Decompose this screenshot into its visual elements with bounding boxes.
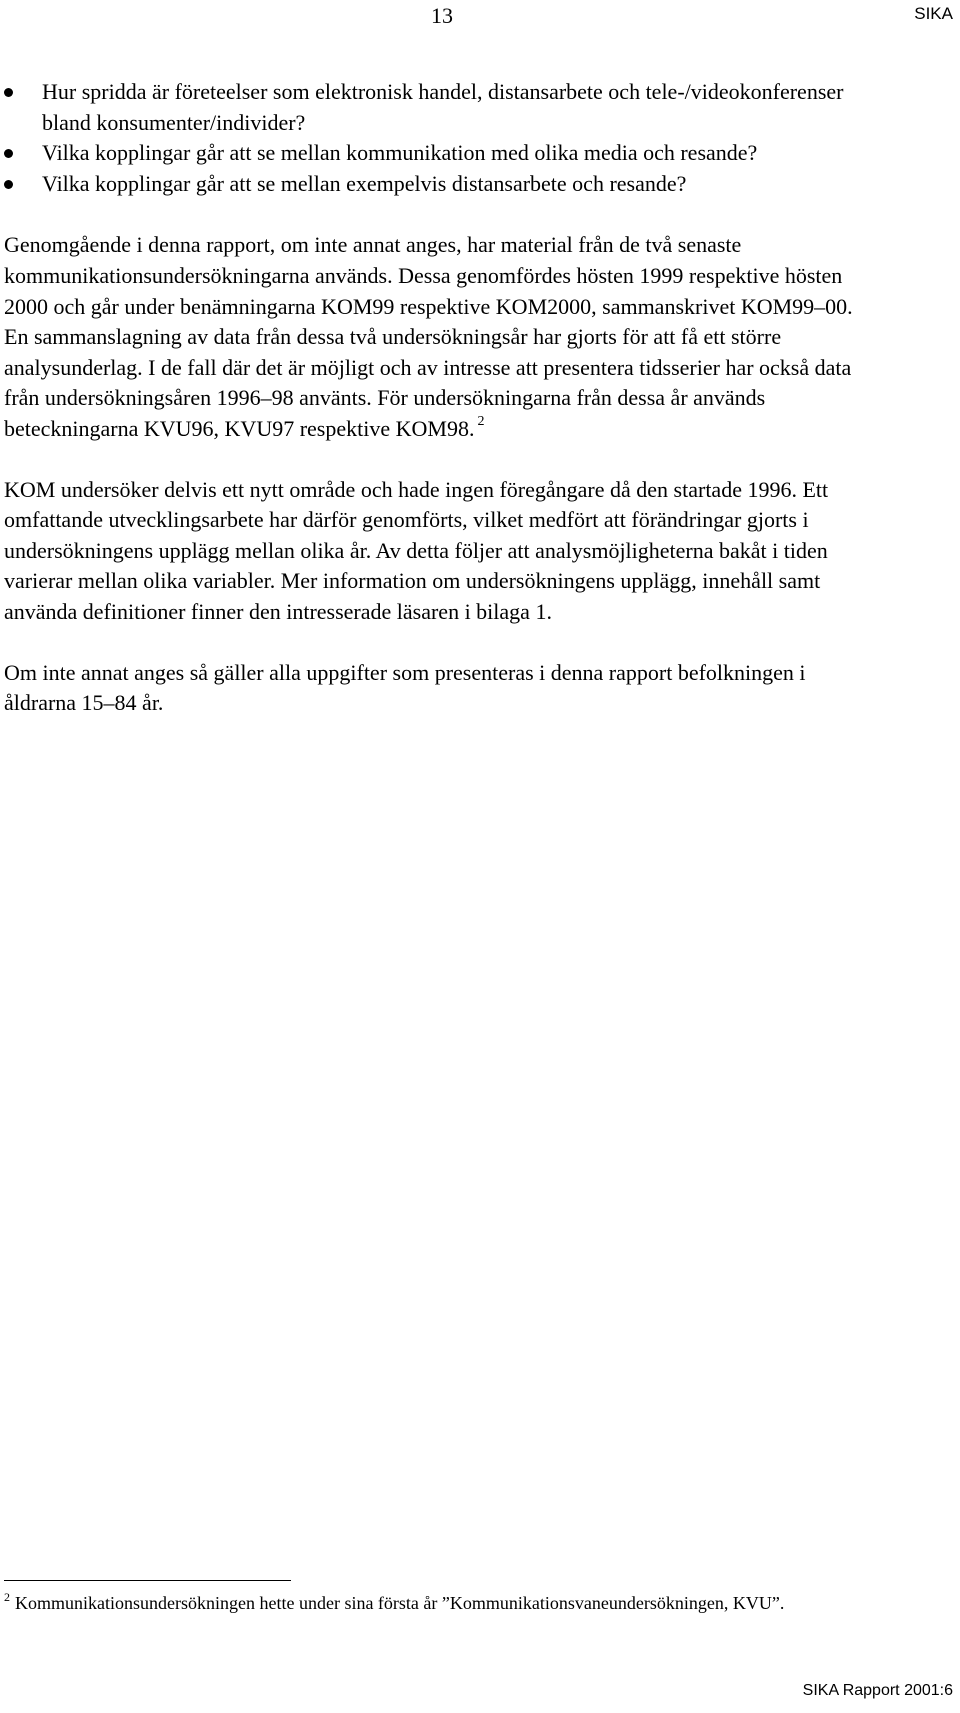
paragraph-age-range (4, 658, 874, 719)
list-item (4, 138, 874, 169)
paragraph-text: KOM undersöker delvis ett nytt område och hade ingen föregångare då den startade 1996. Ett omfattande utvecklingsarbete har därför genomförts, vilket medfört att förändringar gjorts i undersökningens upplägg mellan olika år. Av detta följer att analysmöjligheterna bakåt i tiden varierar mellan olika variabler. Mer information om undersökningens upplägg, innehåll samt använda definitioner finner den intresserade läsaren i bilaga 1. (4, 476, 829, 624)
footnote (4, 1589, 874, 1617)
bullet-icon (4, 149, 13, 158)
paragraph-data-sources (4, 230, 874, 444)
question-list (4, 77, 874, 199)
footer-report-label: SIKA Rapport 2001:6 (802, 1682, 953, 1699)
bullet-icon (4, 88, 13, 97)
paragraph-text: Genomgående i denna rapport, om inte annat anges, har material från de två senaste kommunikationsundersökningarna används. Dessa genomfördes hösten 1999 respektive hösten 2000 och går under benämningarna KOM99 respektive KOM2000, sammanskrivet KOM99–00. En sammanslagning av data från dessa två undersökningsår har gjorts för att få ett större analysunderlag. I de fall där det är möjligt och av intresse att presentera tidsserier har också data från undersökningsåren 1996–98 använts. För undersökningarna från dessa år används beteckningarna KVU96, KVU97 respektive KOM98. (4, 232, 853, 441)
body-text (4, 77, 874, 719)
bullet-icon (4, 180, 13, 189)
page-number: 13 (431, 3, 453, 28)
list-item (4, 169, 874, 200)
list-item-text: Vilka kopplingar går att se mellan kommunikation med olika media och resande? (42, 140, 758, 166)
list-item (4, 77, 874, 138)
footnote-text: Kommunikationsundersökningen hette under sina första år ”Kommunikationsvaneundersökningen, KVU”. (15, 1593, 785, 1613)
paragraph-survey-development (4, 475, 874, 628)
footnote-mark: 2 (4, 1590, 10, 1604)
header-brand: SIKA (914, 4, 953, 23)
footnote-divider (4, 1580, 291, 1581)
list-item-text: Vilka kopplingar går att se mellan exempelvis distansarbete och resande? (42, 170, 687, 196)
list-item-text: Hur spridda är företeelser som elektronisk handel, distansarbete och tele-/videokonferenser bland konsumenter/individer? (42, 79, 844, 135)
footnote-reference[interactable]: 2 (477, 413, 485, 429)
paragraph-text: Om inte annat anges så gäller alla uppgifter som presenteras i denna rapport befolkningen i åldrarna 15–84 år. (4, 659, 806, 716)
